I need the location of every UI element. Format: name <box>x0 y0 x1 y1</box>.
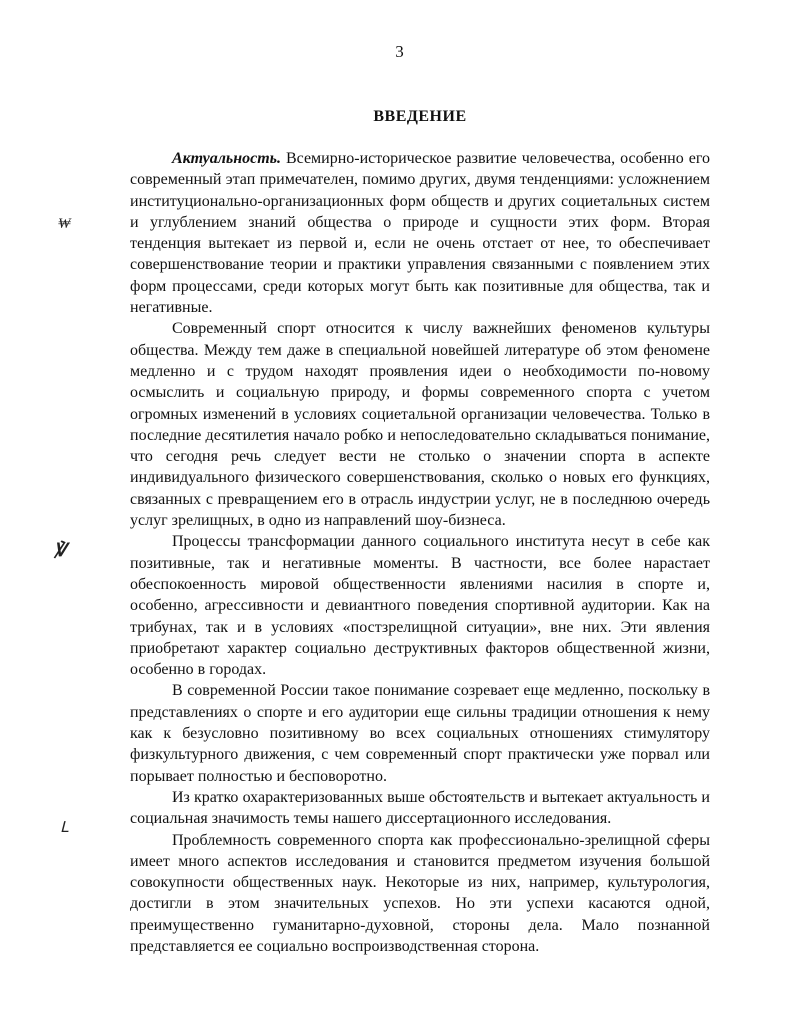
margin-mark: ₩ <box>58 216 71 232</box>
page-number: 3 <box>395 42 404 61</box>
section-heading: ВВЕДЕНИЕ <box>373 108 467 125</box>
paragraph: Процессы трансформации данного социального института несут в себе как позитивные, так и негативные моменты. В частности, все более нарастает обеспокоенность мировой общественности явлениями насилия в спорте и, особенно, агрессивности и девиантного поведения спортивной аудитории. Как на трибунах, так и в условиях «постзрелищной ситуации», вне них. Эти явления приобретают характер социально деструктивных факторов общественной жизни, особенно в городах. <box>130 533 710 679</box>
paragraph: Из кратко охарактеризованных выше обстоятельств и вытекает актуальность и социальная значимость темы нашего диссертационного исследования. <box>130 788 710 828</box>
margin-mark: ᒪ <box>60 820 69 836</box>
paragraph-text: Всемирно-историческое развитие человечества, особенно его современный этап примечателен, помимо других, двумя тенденциями: усложнением институционально-организационных форм обществ и других социетальных систем и углублением знаний общества о природе и сущности этих форм. Вторая тенденция вытекает из первой и, если не очень отстает от нее, то обеспечивает совершенствование теории и практики управления связанными с появлением этих форм процессами, среди которых могут быть как позитивные для общества, так и негативные. <box>130 150 710 317</box>
margin-mark: ℣ <box>54 540 67 560</box>
paragraph: Современный спорт относится к числу важнейших феноменов культуры общества. Между тем даже в специальной новейшей литературе об этом феномене медленно и с трудом находят проявления идеи о необходимости по-новому осмыслить и социальную природу, и формы современного спорта с учетом огромных изменений в условиях социетальной организации человечества. Только в последние десятилетия начало робко и непоследовательно складываться понимание, что сегодня речь следует вести не столько о значении спорта в аспекте индивидуального физического совершенствования, сколько о новых его функциях, связанных с превращением его в отрасль индустрии услуг, не в последнюю очередь услуг зрелищных, в одно из направлений шоу-бизнеса. <box>130 320 710 530</box>
paragraph: В современной России такое понимание созревает еще медленно, поскольку в представлениях о спорте и его аудитории еще сильны традиции отношения к нему как к безусловно позитивному во всех социальных отношениях стимулятору физкультурного движения, с чем современный спорт практически уже порвал или порывает полностью и бесповоротно. <box>130 682 710 785</box>
body-text <box>130 148 710 957</box>
paragraph-lead: Актуальность. <box>172 150 281 167</box>
paragraph: Проблемность современного спорта как профессионально-зрелищной сферы имеет много аспектов исследования и становится предметом изучения большой совокупности общественных наук. Некоторые из них, например, культурология, достигли в этом значительных успехов. Но эти успехи касаются одной, преимущественно гуманитарно-духовной, стороны дела. Мало познанной представляется ее социально воспроизводственная сторона. <box>130 831 710 955</box>
paragraph-relevance <box>130 148 710 318</box>
